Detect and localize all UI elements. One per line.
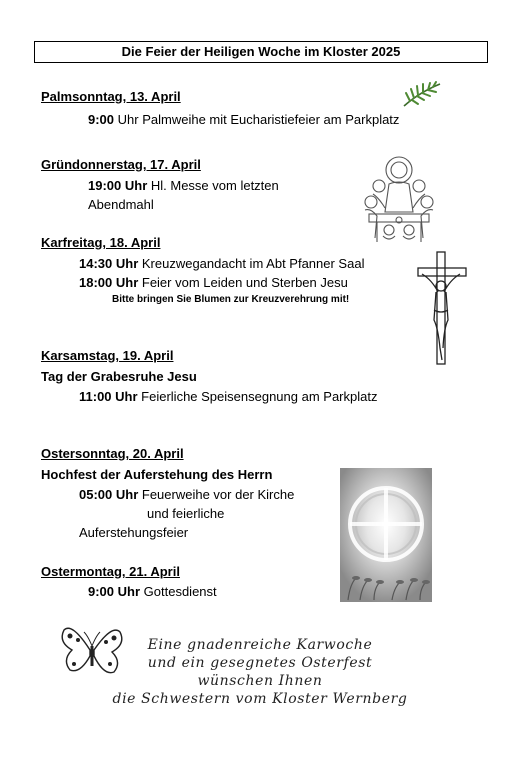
palm-branch-icon [400, 80, 444, 108]
heading-karsamstag: Karsamstag, 19. April [41, 348, 174, 363]
heading-ostermontag: Ostermontag, 21. April [41, 564, 180, 579]
palmsonntag-time: 9:00 [88, 112, 115, 127]
gruendonnerstag-text2: Abendmahl [88, 197, 154, 212]
karfreitag-time1: 14:30 Uhr [79, 256, 139, 271]
closing-line4: die Schwestern vom Kloster Wernberg [112, 691, 408, 707]
karfreitag-line2 [79, 275, 348, 290]
closing-line2: und ein gesegnetes Osterfest [147, 655, 373, 671]
karfreitag-text1: Kreuzwegandacht im Abt Pfanner Saal [141, 256, 365, 271]
closing-line3: wünschen Ihnen [197, 673, 323, 689]
heading-ostersonntag: Ostersonntag, 20. April [41, 446, 184, 461]
karsamstag-line [79, 389, 377, 404]
heading-gruendonnerstag: Gründonnerstag, 17. April [41, 157, 201, 172]
heading-karfreitag: Karfreitag, 18. April [41, 235, 161, 250]
easter-light-image [340, 468, 432, 602]
ostermontag-text: Gottesdienst [143, 584, 217, 599]
ostermontag-time: 9:00 Uhr [88, 584, 141, 599]
ostersonntag-text2: und feierliche [147, 506, 225, 521]
karsamstag-text: Feierliche Speisensegnung am Parkplatz [141, 389, 378, 404]
ostersonntag-text1: Feuerweihe vor der Kirche [141, 487, 295, 502]
page-title: Die Feier der Heiligen Woche im Kloster 2025 [34, 41, 488, 63]
ostersonntag-subtitle: Hochfest der Auferstehung des Herrn [41, 467, 273, 482]
gruendonnerstag-text1: Hl. Messe vom letzten [150, 178, 279, 193]
gruendonnerstag-line1 [88, 178, 279, 193]
palmsonntag-line [88, 112, 399, 127]
karsamstag-time: 11:00 Uhr [79, 389, 138, 404]
palmsonntag-text: Uhr Palmweihe mit Eucharistiefeier am Parkplatz [117, 112, 400, 127]
closing-greeting [100, 636, 420, 708]
heading-palmsonntag: Palmsonntag, 13. April [41, 89, 181, 104]
ostersonntag-text3: Auferstehungsfeier [79, 525, 189, 540]
karfreitag-text2: Feier vom Leiden und Sterben Jesu [141, 275, 348, 290]
karfreitag-line1 [79, 256, 364, 271]
ostermontag-line [88, 584, 217, 599]
closing-line1: Eine gnadenreiche Karwoche [147, 637, 373, 653]
last-supper-icon [363, 150, 435, 245]
gruendonnerstag-time: 19:00 Uhr [88, 178, 148, 193]
karsamstag-subtitle: Tag der Grabesruhe Jesu [41, 369, 197, 384]
karfreitag-note: Bitte bringen Sie Blumen zur Kreuzverehrung mit! [112, 294, 350, 305]
ostersonntag-line1 [79, 487, 294, 502]
crucifix-icon [414, 248, 470, 368]
karfreitag-time2: 18:00 Uhr [79, 275, 139, 290]
ostersonntag-time: 05:00 Uhr [79, 487, 139, 502]
